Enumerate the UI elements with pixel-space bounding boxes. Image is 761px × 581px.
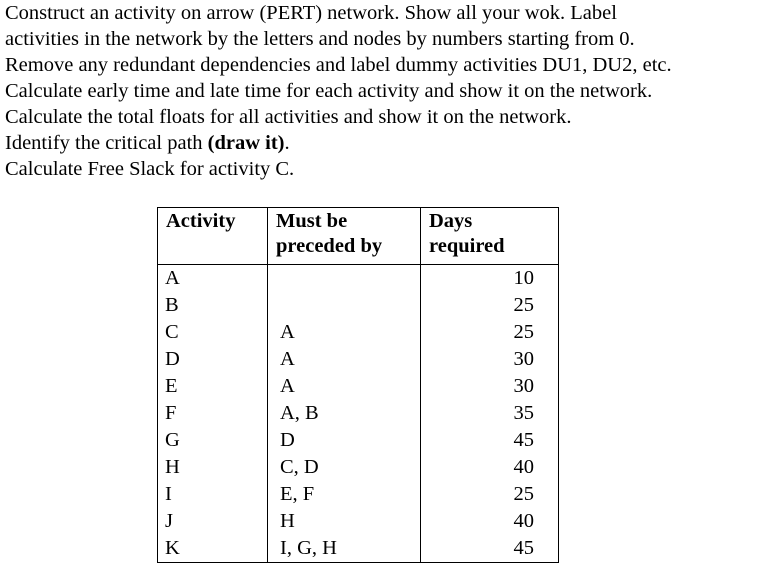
cell-days: 30 [421, 346, 559, 373]
cell-activity: I [158, 481, 268, 508]
cell-days: 45 [421, 535, 559, 563]
cell-activity: F [158, 400, 268, 427]
instructions-text [5, 0, 755, 182]
instruction-line-3: Remove any redundant dependencies and label dummy activities DU1, DU2, etc. [5, 54, 672, 76]
cell-activity: C [158, 319, 268, 346]
table-row [158, 319, 559, 346]
cell-days: 45 [421, 427, 559, 454]
table-row [158, 454, 559, 481]
cell-days: 10 [421, 265, 559, 293]
cell-preceded-by: C, D [268, 454, 421, 481]
cell-preceded-by: E, F [268, 481, 421, 508]
table-row [158, 373, 559, 400]
cell-preceded-by: A [268, 373, 421, 400]
cell-activity: J [158, 508, 268, 535]
cell-activity: A [158, 265, 268, 293]
table-row [158, 292, 559, 319]
instruction-line-5: Calculate the total floats for all activities and show it on the network. [5, 106, 572, 128]
cell-preceded-by: I, G, H [268, 535, 421, 563]
cell-preceded-by [268, 292, 421, 319]
table-row [158, 481, 559, 508]
table-row [158, 535, 559, 563]
activity-table [157, 207, 559, 563]
header-activity: Activity [158, 208, 268, 265]
table-row [158, 508, 559, 535]
cell-days: 25 [421, 292, 559, 319]
cell-preceded-by: D [268, 427, 421, 454]
cell-activity: B [158, 292, 268, 319]
cell-preceded-by: A [268, 319, 421, 346]
header-days-required: Days required [421, 208, 559, 265]
header-preceded-by: Must be preceded by [268, 208, 421, 265]
table-row [158, 427, 559, 454]
cell-days: 30 [421, 373, 559, 400]
cell-activity: G [158, 427, 268, 454]
cell-activity: D [158, 346, 268, 373]
table-row [158, 346, 559, 373]
cell-days: 40 [421, 454, 559, 481]
instruction-line-4: Calculate early time and late time for each activity and show it on the network. [5, 80, 653, 102]
cell-days: 35 [421, 400, 559, 427]
cell-activity: K [158, 535, 268, 563]
cell-days: 25 [421, 481, 559, 508]
instruction-line-6-bold: (draw it) [207, 132, 285, 154]
cell-days: 40 [421, 508, 559, 535]
cell-preceded-by: A, B [268, 400, 421, 427]
instruction-line-6-suffix: . [284, 132, 290, 154]
cell-preceded-by [268, 265, 421, 293]
cell-preceded-by: H [268, 508, 421, 535]
table-row [158, 265, 559, 293]
instruction-line-7: Calculate Free Slack for activity C. [5, 158, 295, 180]
instruction-line-6-prefix: Identify the critical path [5, 132, 208, 154]
table-row [158, 400, 559, 427]
table-header-row [158, 208, 559, 265]
instruction-line-6 [5, 130, 755, 156]
instruction-line-1: Construct an activity on arrow (PERT) network. Show all your wok. Label [5, 2, 617, 24]
cell-activity: E [158, 373, 268, 400]
cell-days: 25 [421, 319, 559, 346]
cell-preceded-by: A [268, 346, 421, 373]
cell-activity: H [158, 454, 268, 481]
instruction-line-2: activities in the network by the letters and nodes by numbers starting from 0. [5, 28, 635, 50]
